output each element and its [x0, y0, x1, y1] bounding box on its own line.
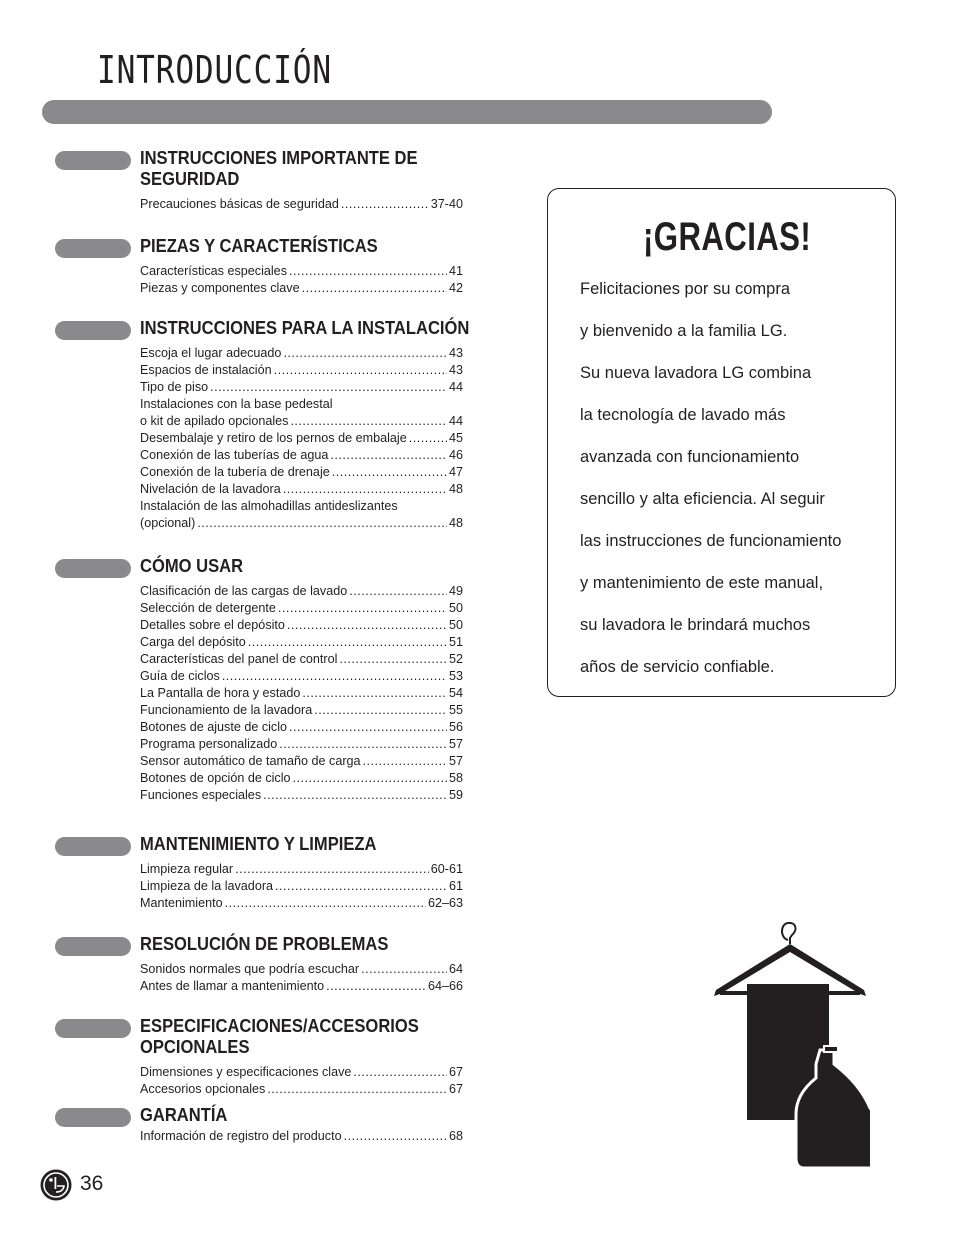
- entry-label: Carga del depósito: [140, 635, 246, 649]
- entry-label: Piezas y componentes clave: [140, 281, 300, 295]
- entry-label: Nivelación de la lavadora: [140, 482, 281, 496]
- thanks-line: avanzada con funcionamiento: [580, 448, 800, 466]
- toc-entry: [140, 196, 463, 213]
- thanks-line: años de servicio confiable.: [580, 658, 775, 676]
- entry-page: 59: [448, 788, 463, 802]
- entry-label: Conexión de las tuberías de agua: [140, 448, 329, 462]
- toc-entry: [140, 685, 463, 702]
- thanks-line: su lavadora le brindará muchos: [580, 616, 811, 634]
- entry-label: (opcional): [140, 516, 196, 530]
- toc-entry: [140, 861, 463, 878]
- dot-leader: [332, 464, 447, 481]
- toc-entry: [140, 1064, 463, 1081]
- section-heading: ESPECIFICACIONES/ACCESORIOS OPCIONALES: [140, 1016, 419, 1057]
- section-heading: GARANTÍA: [140, 1105, 228, 1125]
- entry-page: 51: [448, 635, 463, 649]
- section-heading: RESOLUCIÓN DE PROBLEMAS: [140, 934, 389, 954]
- dot-leader: [210, 379, 447, 396]
- section-marker: [55, 837, 131, 856]
- entry-page: 57: [448, 754, 463, 768]
- dot-leader: [283, 481, 447, 498]
- entry-page: 37-40: [430, 197, 463, 211]
- dot-leader: [283, 345, 447, 362]
- toc-section: [55, 236, 575, 297]
- entry-list: [140, 345, 463, 532]
- dot-leader: [222, 668, 447, 685]
- toc-entry: [140, 515, 463, 532]
- entry-page: 64–66: [427, 979, 463, 993]
- entry-label: Conexión de la tubería de drenaje: [140, 465, 330, 479]
- toc-entry: [140, 464, 463, 481]
- thanks-line: Su nueva lavadora LG combina: [580, 364, 812, 382]
- dot-leader: [278, 600, 447, 617]
- entry-label: Botones de opción de ciclo: [140, 771, 291, 785]
- toc-entry: [140, 280, 463, 297]
- entry-page: 45: [448, 431, 463, 445]
- entry-label: Sonidos normales que podría escuchar: [140, 962, 360, 976]
- entry-label: Accesorios opcionales: [140, 1082, 266, 1096]
- entry-label: Detalles sobre el depósito: [140, 618, 285, 632]
- dot-leader: [361, 961, 447, 978]
- thanks-title: ¡GRACIAS!: [643, 215, 812, 259]
- toc-entry: [140, 978, 463, 995]
- toc-entry: [140, 668, 463, 685]
- dot-leader: [330, 447, 447, 464]
- toc-entry: [140, 379, 463, 396]
- toc-section: [55, 934, 575, 995]
- section-heading: CÓMO USAR: [140, 556, 244, 576]
- entry-page: 56: [448, 720, 463, 734]
- toc-entry: [140, 719, 463, 736]
- entry-list: [140, 196, 463, 213]
- entry-list: [140, 861, 463, 912]
- toc-entry: [140, 878, 463, 895]
- entry-label: Antes de llamar a mantenimiento: [140, 979, 325, 993]
- entry-page: 55: [448, 703, 463, 717]
- toc-entry: [140, 498, 463, 515]
- laundry-illustration: [710, 918, 870, 1176]
- entry-page: 43: [448, 363, 463, 377]
- section-marker: [55, 239, 131, 258]
- dot-leader: [302, 280, 447, 297]
- toc-entry: [140, 651, 463, 668]
- entry-list: [140, 961, 463, 995]
- toc-entry: [140, 396, 463, 413]
- entry-page: 49: [448, 584, 463, 598]
- title-bar: [42, 100, 772, 124]
- dot-leader: [289, 263, 447, 280]
- dot-leader: [349, 583, 447, 600]
- section-marker: [55, 321, 131, 340]
- thanks-message: [580, 268, 890, 688]
- entry-label: o kit de apilado opcionales: [140, 414, 289, 428]
- entry-label: Características especiales: [140, 264, 287, 278]
- section-marker: [55, 151, 131, 170]
- dot-leader: [302, 685, 447, 702]
- section-heading: PIEZAS Y CARACTERÍSTICAS: [140, 236, 378, 256]
- entry-page: 46: [448, 448, 463, 462]
- dot-leader: [235, 861, 429, 878]
- entry-page: 48: [448, 516, 463, 530]
- entry-page: 54: [448, 686, 463, 700]
- toc-entry: [140, 702, 463, 719]
- thanks-line: y bienvenido a la familia LG.: [580, 322, 788, 340]
- entry-page: 50: [448, 618, 463, 632]
- entry-label: Sensor automático de tamaño de carga: [140, 754, 361, 768]
- entry-page: 57: [448, 737, 463, 751]
- entry-page: 58: [448, 771, 463, 785]
- dot-leader: [225, 895, 426, 912]
- dot-leader: [293, 770, 447, 787]
- entry-page: 47: [448, 465, 463, 479]
- entry-label: Desembalaje y retiro de los pernos de embalaje: [140, 431, 407, 445]
- entry-list: [140, 1064, 463, 1098]
- entry-page: 68: [448, 1129, 463, 1143]
- dot-leader: [339, 651, 447, 668]
- toc-entry: [140, 583, 463, 600]
- toc-entry: [140, 263, 463, 280]
- entry-label: La Pantalla de hora y estado: [140, 686, 301, 700]
- toc-entry: [140, 447, 463, 464]
- entry-label: Información de registro del producto: [140, 1129, 342, 1143]
- toc-section: [55, 1105, 575, 1145]
- entry-label: Espacios de instalación: [140, 363, 272, 377]
- dot-leader: [341, 196, 429, 213]
- toc-entry: [140, 961, 463, 978]
- entry-page: 42: [448, 281, 463, 295]
- toc-entry: [140, 770, 463, 787]
- toc-entry: [140, 634, 463, 651]
- entry-label: Clasificación de las cargas de lavado: [140, 584, 348, 598]
- lg-logo-icon: [40, 1169, 72, 1201]
- thanks-line: las instrucciones de funcionamiento: [580, 532, 842, 550]
- toc-entry: [140, 736, 463, 753]
- dot-leader: [314, 702, 447, 719]
- section-marker: [55, 1019, 131, 1038]
- toc-section: [55, 556, 575, 804]
- dot-leader: [290, 413, 447, 430]
- toc-section: [55, 318, 575, 532]
- toc-entry: [140, 481, 463, 498]
- entry-label: Programa personalizado: [140, 737, 278, 751]
- dot-leader: [274, 362, 447, 379]
- section-marker: [55, 937, 131, 956]
- dot-leader: [287, 617, 447, 634]
- entry-label: Selección de detergente: [140, 601, 276, 615]
- dot-leader: [326, 978, 426, 995]
- entry-page: 60-61: [430, 862, 463, 876]
- thanks-line: la tecnología de lavado más: [580, 406, 786, 424]
- dot-leader: [353, 1064, 447, 1081]
- entry-list: [140, 583, 463, 804]
- entry-label: Guía de ciclos: [140, 669, 220, 683]
- toc-section: [55, 1016, 575, 1098]
- section-marker: [55, 559, 131, 578]
- thanks-box: [547, 188, 896, 697]
- entry-page: 62–63: [427, 896, 463, 910]
- page-title: INTRODUCCIÓN: [97, 48, 332, 92]
- entry-label: Características del panel de control: [140, 652, 338, 666]
- entry-label: Escoja el lugar adecuado: [140, 346, 282, 360]
- dot-leader: [197, 515, 447, 532]
- toc-entry: [140, 430, 463, 447]
- toc-entry: [140, 1128, 463, 1145]
- entry-label: Limpieza de la lavadora: [140, 879, 274, 893]
- toc-entry: [140, 787, 463, 804]
- toc-section: [55, 148, 575, 213]
- entry-page: 44: [448, 414, 463, 428]
- entry-label: Precauciones básicas de seguridad: [140, 197, 339, 211]
- toc-entry: [140, 413, 463, 430]
- section-heading: INSTRUCCIONES IMPORTANTE DE SEGURIDAD: [140, 148, 418, 189]
- page-number: 36: [80, 1172, 104, 1195]
- entry-label: Mantenimiento: [140, 896, 223, 910]
- section-marker: [55, 1108, 131, 1127]
- entry-page: 64: [448, 962, 463, 976]
- entry-page: 53: [448, 669, 463, 683]
- thanks-line: sencillo y alta eficiencia. Al seguir: [580, 490, 825, 508]
- entry-page: 44: [448, 380, 463, 394]
- dot-leader: [409, 430, 447, 447]
- entry-label: Funcionamiento de la lavadora: [140, 703, 313, 717]
- entry-page: 50: [448, 601, 463, 615]
- entry-page: 67: [448, 1082, 463, 1096]
- dot-leader: [263, 787, 447, 804]
- thanks-line: Felicitaciones por su compra: [580, 280, 791, 298]
- entry-page: 52: [448, 652, 463, 666]
- entry-label: Botones de ajuste de ciclo: [140, 720, 288, 734]
- entry-label: Dimensiones y especificaciones clave: [140, 1065, 352, 1079]
- entry-list: [140, 1128, 463, 1145]
- thanks-line: y mantenimiento de este manual,: [580, 574, 824, 592]
- entry-label: Instalación de las almohadillas antideslizantes: [140, 499, 398, 513]
- entry-label: Tipo de piso: [140, 380, 209, 394]
- entry-page: 43: [448, 346, 463, 360]
- entry-page: 41: [448, 264, 463, 278]
- toc-entry: [140, 362, 463, 379]
- entry-label: Funciones especiales: [140, 788, 262, 802]
- section-heading: MANTENIMIENTO Y LIMPIEZA: [140, 834, 377, 854]
- toc-entry: [140, 600, 463, 617]
- entry-label: Limpieza regular: [140, 862, 234, 876]
- entry-page: 61: [448, 879, 463, 893]
- toc-entry: [140, 617, 463, 634]
- dot-leader: [248, 634, 447, 651]
- dot-leader: [279, 736, 447, 753]
- entry-page: 67: [448, 1065, 463, 1079]
- section-heading: INSTRUCCIONES PARA LA INSTALACIÓN: [140, 318, 470, 338]
- toc-section: [55, 834, 575, 912]
- toc-entry: [140, 753, 463, 770]
- dot-leader: [363, 753, 447, 770]
- entry-label: Instalaciones con la base pedestal: [140, 397, 333, 411]
- dot-leader: [344, 1128, 447, 1145]
- toc-entry: [140, 1081, 463, 1098]
- toc-entry: [140, 345, 463, 362]
- entry-list: [140, 263, 463, 297]
- dot-leader: [275, 878, 447, 895]
- dot-leader: [289, 719, 447, 736]
- dot-leader: [267, 1081, 447, 1098]
- toc-entry: [140, 895, 463, 912]
- entry-page: 48: [448, 482, 463, 496]
